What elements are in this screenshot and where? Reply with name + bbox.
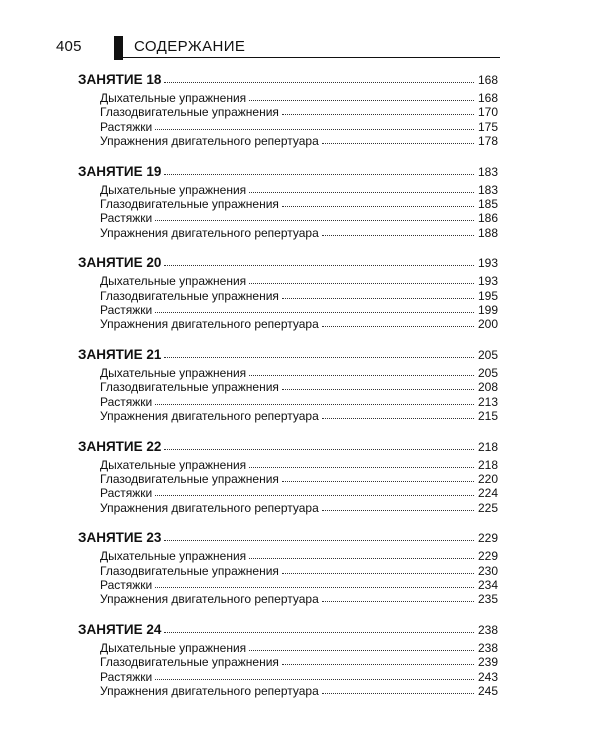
toc-entry-page-number: 215 bbox=[477, 409, 498, 424]
toc-section-title: ЗАНЯТИЕ 24 bbox=[78, 621, 162, 637]
toc-section-block bbox=[78, 529, 498, 607]
toc-dot-leader bbox=[164, 82, 474, 83]
toc-section-page-number: 238 bbox=[477, 622, 498, 637]
toc-entry-label: Дыхательные упражнения bbox=[100, 640, 247, 655]
toc-entry[interactable] bbox=[78, 578, 498, 592]
toc-section-heading[interactable] bbox=[78, 163, 498, 181]
toc-entry-label: Растяжки bbox=[100, 211, 153, 226]
toc-entry[interactable] bbox=[78, 120, 498, 134]
toc-dot-leader bbox=[155, 220, 474, 221]
toc-dot-leader bbox=[164, 540, 474, 541]
toc-entry[interactable] bbox=[78, 303, 498, 317]
toc-entry[interactable] bbox=[78, 183, 498, 197]
toc-entry[interactable] bbox=[78, 472, 498, 486]
toc-dot-leader bbox=[322, 601, 474, 602]
toc-entry-page-number: 208 bbox=[477, 380, 498, 395]
toc-section-page-number: 168 bbox=[477, 73, 498, 87]
toc-dot-leader bbox=[155, 404, 474, 405]
toc-entry-label: Упражнения двигательного репертуара bbox=[100, 134, 319, 149]
toc-section-title: ЗАНЯТИЕ 19 bbox=[78, 163, 162, 179]
toc-entry[interactable] bbox=[78, 274, 498, 288]
toc-entry-page-number: 225 bbox=[477, 500, 498, 515]
toc-section-page-number: 193 bbox=[477, 256, 498, 271]
toc-dot-leader bbox=[322, 418, 474, 419]
toc-dot-leader bbox=[155, 587, 474, 588]
toc-entry-page-number: 220 bbox=[477, 471, 498, 486]
toc-entry-page-number: 186 bbox=[477, 211, 498, 226]
toc-entry-label: Упражнения двигательного репертуара bbox=[100, 317, 319, 332]
toc-entry-page-number: 185 bbox=[477, 197, 498, 212]
toc-entry[interactable] bbox=[78, 105, 498, 119]
toc-entry-label: Глазодвигательные упражнения bbox=[100, 105, 279, 120]
toc-entry[interactable] bbox=[78, 366, 498, 380]
toc-dot-leader bbox=[155, 312, 474, 313]
toc-entry-label: Дыхательные упражнения bbox=[100, 182, 247, 197]
toc-entry-page-number: 243 bbox=[477, 669, 498, 684]
toc-entry-label: Упражнения двигательного репертуара bbox=[100, 683, 319, 698]
toc-section-title: ЗАНЯТИЕ 22 bbox=[78, 438, 162, 454]
toc-entry-page-number: 238 bbox=[477, 640, 498, 655]
toc-entry-page-number: 183 bbox=[477, 182, 498, 197]
toc-section-title: ЗАНЯТИЕ 18 bbox=[78, 72, 162, 87]
toc-section-block bbox=[78, 621, 498, 699]
toc-section-title: ЗАНЯТИЕ 20 bbox=[78, 255, 162, 271]
toc-dot-leader bbox=[249, 100, 474, 101]
toc-section-page-number: 205 bbox=[477, 347, 498, 362]
toc-entry-label: Глазодвигательные упражнения bbox=[100, 197, 279, 212]
toc-section-block bbox=[78, 346, 498, 424]
toc-section-block bbox=[78, 438, 498, 516]
toc-section-title: ЗАНЯТИЕ 21 bbox=[78, 346, 162, 362]
page-header bbox=[56, 38, 500, 60]
toc-entry-page-number: 199 bbox=[477, 303, 498, 318]
page-title: СОДЕРЖАНИЕ bbox=[134, 38, 246, 55]
toc-entry[interactable] bbox=[78, 409, 498, 423]
table-of-contents bbox=[78, 71, 498, 712]
toc-entry[interactable] bbox=[78, 486, 498, 500]
toc-entry-page-number: 193 bbox=[477, 274, 498, 289]
toc-dot-leader bbox=[282, 389, 474, 390]
toc-dot-leader bbox=[249, 192, 474, 193]
toc-entry-page-number: 195 bbox=[477, 288, 498, 303]
toc-entry-label: Упражнения двигательного репертуара bbox=[100, 500, 319, 515]
toc-section-heading[interactable] bbox=[78, 621, 498, 639]
toc-dot-leader bbox=[155, 129, 474, 130]
toc-entry-label: Растяжки bbox=[100, 486, 153, 501]
toc-dot-leader bbox=[249, 650, 474, 651]
toc-entry-label: Упражнения двигательного репертуара bbox=[100, 592, 319, 607]
toc-dot-leader bbox=[282, 114, 474, 115]
toc-section-block bbox=[78, 254, 498, 332]
toc-entry-label: Глазодвигательные упражнения bbox=[100, 655, 279, 670]
toc-entry-label: Дыхательные упражнения bbox=[100, 457, 247, 472]
toc-section-heading[interactable] bbox=[78, 254, 498, 272]
toc-entry[interactable] bbox=[78, 395, 498, 409]
toc-entry-label: Растяжки bbox=[100, 303, 153, 318]
toc-entry[interactable] bbox=[78, 564, 498, 578]
toc-entry-page-number: 239 bbox=[477, 655, 498, 670]
toc-entry-label: Глазодвигательные упражнения bbox=[100, 471, 279, 486]
toc-entry[interactable] bbox=[78, 641, 498, 655]
toc-section-page-number: 183 bbox=[477, 164, 498, 179]
toc-entry-page-number: 175 bbox=[477, 119, 498, 134]
toc-dot-leader bbox=[322, 510, 474, 511]
toc-entry[interactable] bbox=[78, 684, 498, 698]
toc-entry[interactable] bbox=[78, 592, 498, 606]
toc-dot-leader bbox=[322, 235, 474, 236]
toc-entry-page-number: 178 bbox=[477, 134, 498, 149]
toc-entry-label: Дыхательные упражнения bbox=[100, 549, 247, 564]
toc-entry[interactable] bbox=[78, 197, 498, 211]
toc-entry-label: Упражнения двигательного репертуара bbox=[100, 225, 319, 240]
page-number: 405 bbox=[56, 38, 82, 55]
toc-entry[interactable] bbox=[78, 458, 498, 472]
toc-section-block bbox=[78, 71, 498, 149]
toc-entry-label: Глазодвигательные упражнения bbox=[100, 563, 279, 578]
toc-entry[interactable] bbox=[78, 226, 498, 240]
toc-dot-leader bbox=[249, 375, 474, 376]
toc-dot-leader bbox=[282, 481, 474, 482]
toc-dot-leader bbox=[164, 632, 474, 633]
toc-entry-label: Растяжки bbox=[100, 394, 153, 409]
toc-entry-page-number: 224 bbox=[477, 486, 498, 501]
toc-section-heading[interactable] bbox=[78, 529, 498, 547]
toc-dot-leader bbox=[249, 558, 474, 559]
toc-entry[interactable] bbox=[78, 655, 498, 669]
toc-entry[interactable] bbox=[78, 380, 498, 394]
toc-section-heading[interactable] bbox=[78, 346, 498, 364]
toc-section-heading[interactable] bbox=[78, 71, 498, 89]
toc-dot-leader bbox=[282, 206, 474, 207]
toc-entry-label: Растяжки bbox=[100, 669, 153, 684]
toc-section-page-number: 229 bbox=[477, 531, 498, 546]
toc-dot-leader bbox=[322, 143, 474, 144]
toc-dot-leader bbox=[164, 449, 474, 450]
toc-entry-page-number: 230 bbox=[477, 563, 498, 578]
toc-dot-leader bbox=[164, 357, 474, 358]
header-rule bbox=[122, 57, 500, 58]
toc-entry[interactable] bbox=[78, 134, 498, 148]
toc-section-block bbox=[78, 163, 498, 241]
toc-entry-page-number: 188 bbox=[477, 225, 498, 240]
toc-entry-page-number: 245 bbox=[477, 683, 498, 698]
toc-dot-leader bbox=[155, 679, 474, 680]
toc-entry-label: Дыхательные упражнения bbox=[100, 91, 247, 105]
toc-entry[interactable] bbox=[78, 501, 498, 515]
toc-entry-page-number: 168 bbox=[477, 91, 498, 105]
toc-entry[interactable] bbox=[78, 91, 498, 105]
toc-entry-page-number: 170 bbox=[477, 105, 498, 120]
toc-section-title: ЗАНЯТИЕ 23 bbox=[78, 530, 162, 546]
toc-entry-label: Дыхательные упражнения bbox=[100, 274, 247, 289]
toc-dot-leader bbox=[322, 693, 474, 694]
toc-dot-leader bbox=[322, 326, 474, 327]
toc-entry[interactable] bbox=[78, 549, 498, 563]
toc-entry[interactable] bbox=[78, 289, 498, 303]
toc-entry[interactable] bbox=[78, 670, 498, 684]
toc-dot-leader bbox=[155, 495, 474, 496]
toc-dot-leader bbox=[249, 283, 474, 284]
toc-entry-page-number: 229 bbox=[477, 549, 498, 564]
toc-section-page-number: 218 bbox=[477, 439, 498, 454]
toc-entry-page-number: 213 bbox=[477, 394, 498, 409]
toc-dot-leader bbox=[282, 664, 474, 665]
toc-dot-leader bbox=[164, 174, 474, 175]
toc-section-heading[interactable] bbox=[78, 438, 498, 456]
toc-entry-label: Упражнения двигательного репертуара bbox=[100, 409, 319, 424]
toc-entry-page-number: 218 bbox=[477, 457, 498, 472]
toc-entry-page-number: 235 bbox=[477, 592, 498, 607]
toc-entry-label: Дыхательные упражнения bbox=[100, 365, 247, 380]
toc-entry-label: Глазодвигательные упражнения bbox=[100, 288, 279, 303]
toc-dot-leader bbox=[282, 573, 474, 574]
toc-entry-page-number: 200 bbox=[477, 317, 498, 332]
toc-entry-page-number: 234 bbox=[477, 577, 498, 592]
toc-dot-leader bbox=[282, 298, 474, 299]
toc-entry[interactable] bbox=[78, 317, 498, 331]
toc-entry-label: Глазодвигательные упражнения bbox=[100, 380, 279, 395]
toc-dot-leader bbox=[249, 467, 474, 468]
toc-dot-leader bbox=[164, 265, 474, 266]
toc-entry-page-number: 205 bbox=[477, 365, 498, 380]
toc-entry-label: Растяжки bbox=[100, 577, 153, 592]
toc-entry-label: Растяжки bbox=[100, 119, 153, 134]
toc-entry[interactable] bbox=[78, 211, 498, 225]
